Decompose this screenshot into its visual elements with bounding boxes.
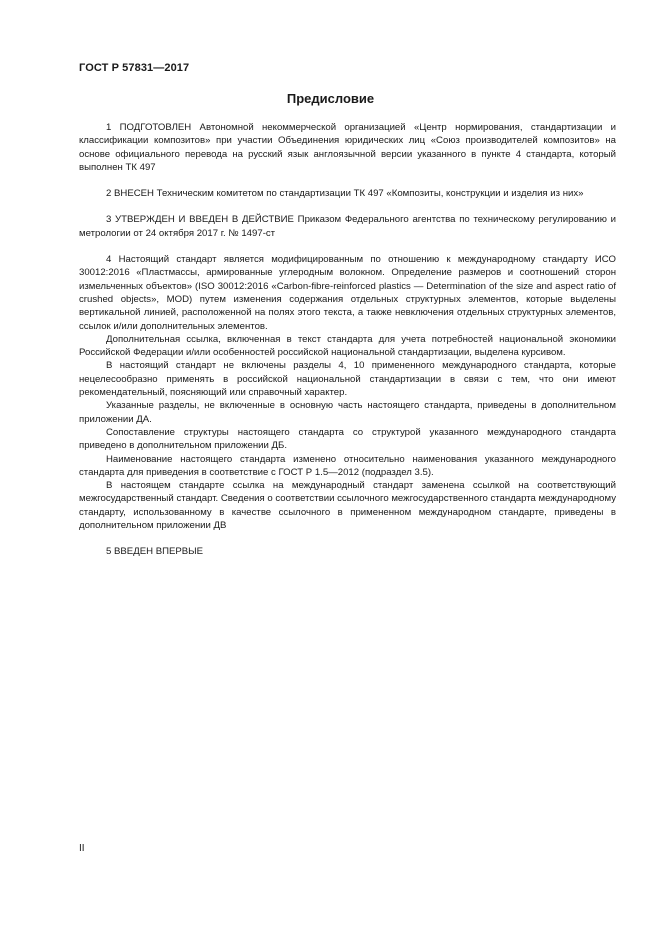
foreword-body — [79, 121, 616, 559]
page-number: II — [79, 843, 85, 854]
paragraph-title-changed: Наименование настоящего стандарта изменено относительно наименования указанного международного стандарта для приведения в соответствие с ГОСТ Р 1.5—2012 (подраздел 3.5). — [79, 453, 616, 478]
page-title: Предисловие — [286, 91, 375, 106]
document-code: ГОСТ Р 57831—2017 — [79, 62, 190, 74]
paragraph-1-prepared: 1 ПОДГОТОВЛЕН Автономной некоммерческой организацией «Центр нормирования, стандартизации и классификации композитов» при участии Объединения юридических лиц «Союз производителей композитов» на основе официального перевода на русский язык англоязычной версии указанного в пункте 4 стандарта, который выполнен ТК 497 — [79, 122, 616, 173]
paragraph-excluded-sections: В настоящий стандарт не включены разделы 4, 10 примененного международного стандарта, которые нецелесообразно применять в российской национальной стандартизации в связи с тем, что они имеют рекомендательный, поясняющий или справочный характер. — [79, 360, 616, 399]
paragraph-appendix-db: Сопоставление структуры настоящего стандарта со структурой указанного международного стандарта приведено в дополнительном приложении ДБ. — [79, 426, 616, 452]
paragraph-5-first-introduced: 5 ВВЕДЕН ВПЕРВЫЕ — [106, 546, 204, 558]
paragraph-3-approved: 3 УТВЕРЖДЕН И ВВЕДЕН В ДЕЙСТВИЕ Приказом Федерального агентства по техническому регулированию и метрологии от 24 октября 2017 г. № 1497-ст — [79, 214, 616, 239]
paragraph-reference-replaced: В настоящем стандарте ссылка на международный стандарт заменена ссылкой на соответствующий межгосударственный стандарт. Сведения о соответствии ссылочного межгосударственного стандарта международному стандарту, использованному в качестве ссылочного в примененном международном стандарте, приведены в дополнительном приложении ДВ — [79, 480, 617, 532]
paragraph-additional-reference: Дополнительная ссылка, включенная в текст стандарта для учета потребностей национальной экономики Российской Федерации и/или особенностей российской национальной стандартизации, выделена курсивом. — [79, 333, 616, 359]
paragraph-4-modified: 4 Настоящий стандарт является модифицированным по отношению к международному стандарту ИСО 30012:2016 «Пластмассы, армированные углеродным волокном. Определение размеров и соотношений сторон измельченных объектов» (ISO 30012:2016 «Carbon-fibre-reinforced plastics — Determination of the size and aspect ratio of crushed objects», MOD) путем изменения содержания отдельных структурных элементов, которые выделены вертикальной линией, расположенной на полях этого текста, а также невключения отдельных структурных элементов, ссылок и/или дополнительных элементов. — [79, 254, 616, 332]
paragraph-appendix-da: Указанные разделы, не включенные в основную часть настоящего стандарта, приведены в дополнительном приложении ДА. — [79, 400, 616, 425]
paragraph-2-introduced: 2 ВНЕСЕН Техническим комитетом по стандартизации ТК 497 «Композиты, конструкции и изделия из них» — [106, 188, 584, 200]
